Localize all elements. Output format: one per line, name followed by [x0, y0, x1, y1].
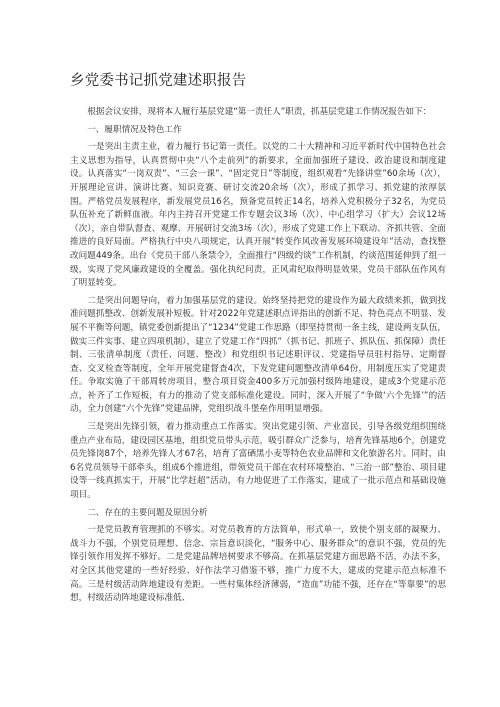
paragraph-3: 三是突出先锋引领，着力推动重点工作落实。突出党建引领、产业富民，引导各级党组织围绕重点产业布局，建设园区基地，组织党员带头示范，吸引群众广泛参与，培育先锋基地6个，创建党员先锋岗87个，培养先锋人才67名，培育了富硒黑小麦等特色农业品牌和文化旅游名片。同时，由6名党员领导干部牵头，组成6个推进组，带领党员干部在农村环境整治、“三治一部”整治、项目建设等一线真抓实干，开展“比学赶超”活动，有力地促进了工作落实，建成了一批示范点和基础设施项目。 — [70, 422, 446, 501]
section-heading-2: 二、存在的主要问题及原因分析 — [87, 507, 208, 518]
paragraph-2: 二是突出问题导向，着力加强基层党的建设。始终坚持把党的建设作为最大政绩来抓，做到找准问题抓整改、创新发展补短板。针对2022年党建述职点评指出的创新不足、特色亮点不明显、发展不平衡等问题，镇党委创新提出了“1234”党建工作思路（即坚持贯彻一条主线，建设两支队伍，做实三件实事、建立四项机制），建立了党建工作“四抓”（抓书记、抓班子、抓队伍、抓保障）责任制、三张清单制度（责任、问题、整改）和党组织书记述职评议、党建指导员驻村指导、定期督查、交叉检查等制度，全年开展党建督查4次，下发党建问题整改清单64份，用制度压实了党建责任。争取实施了干部周转房项目，整合项目资金400多万元加强村级阵地建设，建成3个党建示范点，补齐了工作短板，有力的推动了党支部标准化建设。同时，深入开展了“争做‘六个先锋’”的活动，全力创建“六个先锋”党建品牌，党组织战斗堡垒作用明显增强。 — [70, 295, 446, 415]
page-title: 乡党委书记抓党建述职报告 — [70, 73, 247, 89]
intro-paragraph: 根据会议安排，现将本人履行基层党建“第一责任人”职责，抓基层党建工作情况报告如下： — [87, 107, 432, 117]
paragraph-1: 一是突出主责主业，着力履行书记第一责任。以党的二十大精神和习近平新时代中国特色社会主义思想为指导，认真贯彻中央“八个走前列”的新要求，全面加强班子建设、政治建设和制度建设。认真落实“一岗双责”、“三会一课”、“固定党日”等制度，组织观看“先锋讲堂”60余场（次），开展理论宣讲、演讲比赛、知识竞赛、研讨交流20余场（次），形成了抓学习、抓党建的浓厚氛围。严格党员发展程序，新发展党员16名，预备党员转正14名，培养入党积极分子32名，为党员队伍补充了新鲜血液。年内主持召开党建工作专题会议3场（次）、中心组学习（扩大）会议12场（次），亲自带队督查、观摩、开展研讨交流3场（次），形成了党建工作上下联动、齐抓共管、全面推进的良好局面。严格执行中央八项规定，认真开展“转变作风改善发展环境建设年”活动，查找整改问题449条。出台《党员干部八条禁令》，全面推行“四级约谈”工作机制，约谈范围延伸到了组一级，实现了党风廉政建设的全覆盖。强化执纪问责，正风肃纪取得明显效果，党员干部队伍作风有了明显转变。 — [70, 142, 446, 289]
section-heading-1: 一、履职情况及特色工作 — [87, 124, 182, 135]
paragraph-4: 一是党员教育管理抓的不够实。对党员教育的方法简单，形式单一，致使个别支部的凝聚力、战斗力不强，个别党员理想、信念、宗旨意识淡化，“服务中心、服务群众”的意识不强，党员的先锋引领作用发挥不够好。二是党建品牌培树要求不够高。在抓基层党建方面思路不活，办法不多，对全区其他党建的一些好经验、好作法学习借鉴不够，推广力度不大，建成的党建示范点标准不高。三是村级活动阵地建设有差距。一些村集体经济薄弱，“造血”功能不强，还存在“等靠要”的思想，村级活动阵地建设标准低、 — [70, 525, 446, 604]
